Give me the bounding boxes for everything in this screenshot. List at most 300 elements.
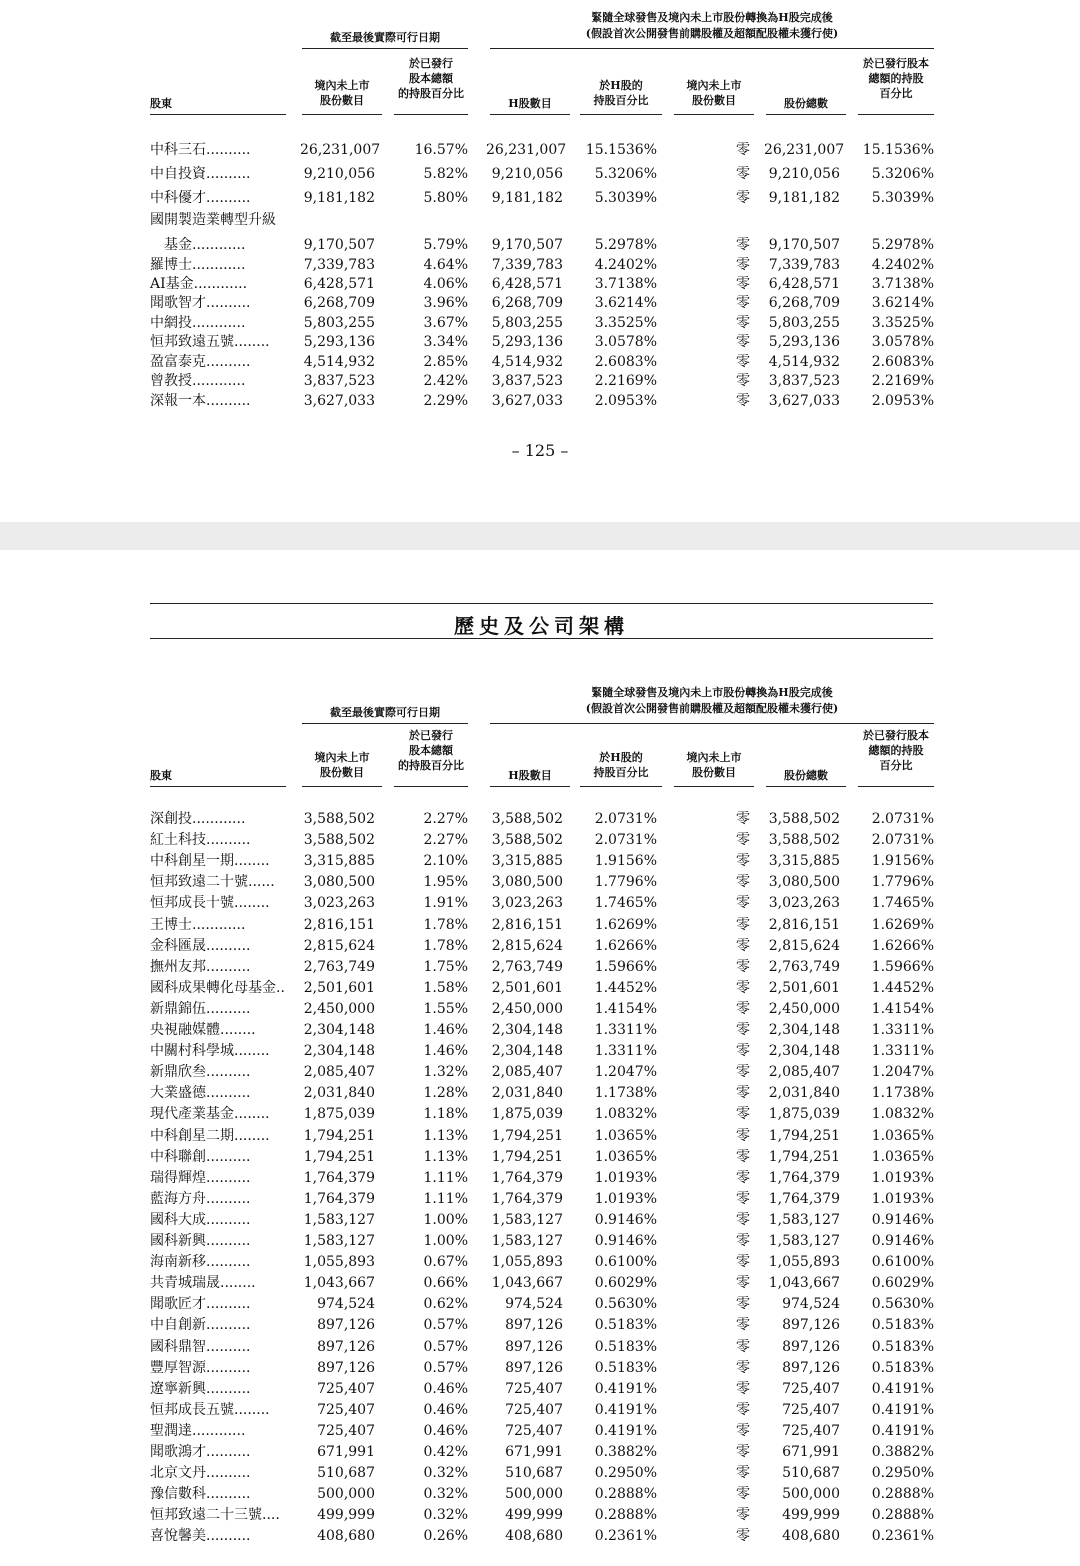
cell-unlisted-after: 零 [736, 811, 750, 827]
cell-pct-h: 0.2950% [594, 1465, 657, 1481]
cell-h-shares: 1,583,127 [491, 1233, 563, 1249]
col-total: 股份總數 [784, 769, 828, 782]
cell-pct-h: 1.0193% [594, 1191, 657, 1207]
cell-shareholder-name [150, 1400, 278, 1420]
cell-pct-issued: 0.62% [423, 1296, 468, 1312]
cell-h-shares: 1,055,893 [491, 1254, 563, 1270]
cell-unlisted-shares: 499,999 [317, 1507, 375, 1523]
cell-shareholder-name [150, 1379, 278, 1399]
shareholder-name: 北京文丹 [150, 1465, 206, 1481]
cell-pct-issued: 0.57% [423, 1339, 468, 1355]
cell-pct-total: 1.5966% [871, 959, 934, 975]
cell-shareholder-name [150, 936, 278, 956]
cell-shareholder-name [150, 1231, 278, 1251]
cell-pct-total: 1.0365% [871, 1149, 934, 1165]
cell-pct-issued: 2.10% [423, 853, 468, 869]
header-underline [858, 786, 934, 787]
cell-pct-total: 1.0832% [871, 1106, 934, 1122]
cell-total-shares: 2,085,407 [768, 1064, 840, 1080]
header-rule [302, 723, 468, 724]
leader-dots: .......... [206, 1212, 251, 1228]
cell-h-shares: 9,170,507 [491, 237, 563, 253]
cell-pct-h: 1.6269% [594, 917, 657, 933]
cell-shareholder-name [150, 1273, 278, 1293]
cell-pct-issued: 1.46% [423, 1022, 468, 1038]
cell-pct-h: 0.9146% [594, 1233, 657, 1249]
cell-unlisted-shares: 1,583,127 [303, 1212, 375, 1228]
cell-unlisted-after: 零 [736, 938, 750, 954]
cell-shareholder-name [150, 1358, 278, 1378]
shareholder-name: 恒邦致遠五號 [150, 334, 234, 350]
cell-total-shares: 725,407 [782, 1402, 840, 1418]
cell-total-shares: 408,680 [782, 1528, 840, 1544]
leader-dots: ........ [234, 1043, 270, 1059]
cell-unlisted-after: 零 [736, 1317, 750, 1333]
cell-unlisted-after: 零 [736, 373, 750, 389]
cell-total-shares: 897,126 [782, 1317, 840, 1333]
leader-dots: .......... [206, 1254, 251, 1270]
cell-unlisted-after: 零 [736, 166, 750, 182]
cell-pct-total: 3.7138% [871, 276, 934, 292]
cell-pct-h: 0.2888% [594, 1507, 657, 1523]
cell-unlisted-shares: 9,170,507 [303, 237, 375, 253]
cell-pct-issued: 2.27% [423, 832, 468, 848]
cell-total-shares: 1,875,039 [768, 1106, 840, 1122]
shareholder-name: 深報一本 [150, 393, 206, 409]
cell-pct-h: 5.3206% [594, 166, 657, 182]
cell-unlisted-after: 零 [736, 1191, 750, 1207]
cell-shareholder-name [150, 999, 278, 1019]
leader-dots: .......... [206, 1486, 251, 1502]
cell-unlisted-shares: 725,407 [317, 1402, 375, 1418]
cell-shareholder-name [150, 830, 278, 850]
cell-shareholder-name [150, 1062, 278, 1082]
cell-pct-total: 2.0731% [871, 832, 934, 848]
shareholder-name: 曾教授 [150, 373, 192, 389]
cell-pct-total: 2.0953% [871, 393, 934, 409]
cell-unlisted-shares: 3,627,033 [303, 393, 375, 409]
cell-h-shares: 2,501,601 [491, 980, 563, 996]
cell-total-shares: 2,031,840 [768, 1085, 840, 1101]
cell-pct-h: 0.4191% [594, 1381, 657, 1397]
leader-dots: ............ [192, 811, 246, 827]
cell-h-shares: 725,407 [505, 1402, 563, 1418]
cell-pct-total: 0.2361% [871, 1528, 934, 1544]
shareholder-name: 恒邦成長十號 [150, 895, 234, 911]
header-rule [490, 48, 934, 49]
cell-pct-issued: 0.32% [423, 1486, 468, 1502]
cell-h-shares: 3,588,502 [491, 811, 563, 827]
cell-unlisted-shares: 9,181,182 [303, 190, 375, 206]
cell-unlisted-shares: 2,816,151 [303, 917, 375, 933]
cell-pct-h: 1.4154% [594, 1001, 657, 1017]
col-pct-issued: 於已發行 股本總額 的持股百分比 [398, 57, 464, 100]
cell-unlisted-shares: 3,023,263 [303, 895, 375, 911]
cell-unlisted-after: 零 [736, 917, 750, 933]
leader-dots: .......... [206, 190, 251, 206]
cell-unlisted-after: 零 [736, 895, 750, 911]
leader-dots: ...... [248, 874, 275, 890]
cell-unlisted-after: 零 [736, 1275, 750, 1291]
cell-shareholder-name [150, 275, 278, 294]
shareholder-name: 王博士 [150, 917, 192, 933]
cell-h-shares: 671,991 [505, 1444, 563, 1460]
cell-pct-h: 1.5966% [594, 959, 657, 975]
cell-total-shares: 2,304,148 [768, 1043, 840, 1059]
cell-shareholder-name [150, 189, 278, 208]
leader-dots: .. [276, 980, 285, 996]
cell-unlisted-after: 零 [736, 190, 750, 206]
cell-unlisted-shares: 2,304,148 [303, 1043, 375, 1059]
cell-total-shares: 3,837,523 [768, 373, 840, 389]
header-underline [858, 114, 934, 115]
cell-pct-issued: 0.46% [423, 1402, 468, 1418]
col-shareholder: 股東 [150, 97, 172, 110]
cell-pct-total: 5.3206% [871, 166, 934, 182]
cell-h-shares: 2,031,840 [491, 1085, 563, 1101]
header-rule [302, 48, 468, 49]
header-underline [394, 114, 468, 115]
leader-dots: .......... [206, 142, 251, 158]
cell-h-shares: 499,999 [505, 1507, 563, 1523]
leader-dots: ........ [234, 1106, 270, 1122]
cell-pct-h: 0.2361% [594, 1528, 657, 1544]
cell-total-shares: 5,803,255 [768, 315, 840, 331]
cell-pct-issued: 1.78% [423, 917, 468, 933]
cell-pct-h: 1.3311% [594, 1043, 657, 1059]
cell-pct-issued: 0.26% [423, 1528, 468, 1544]
cell-unlisted-shares: 897,126 [317, 1360, 375, 1376]
cell-unlisted-after: 零 [736, 393, 750, 409]
cell-total-shares: 510,687 [782, 1465, 840, 1481]
cell-unlisted-after: 零 [736, 1423, 750, 1439]
cell-h-shares: 1,043,667 [491, 1275, 563, 1291]
cell-shareholder-name [150, 392, 278, 411]
cell-unlisted-after: 零 [736, 1212, 750, 1228]
cell-total-shares: 5,293,136 [768, 334, 840, 350]
cell-pct-h: 3.0578% [594, 334, 657, 350]
shareholder-name: 遼寧新興 [150, 1381, 206, 1397]
cell-total-shares: 3,080,500 [768, 874, 840, 890]
cell-pct-total: 0.2950% [871, 1465, 934, 1481]
shareholder-name: 大業盛德 [150, 1085, 206, 1101]
cell-pct-issued: 3.34% [423, 334, 468, 350]
cell-total-shares: 3,588,502 [768, 811, 840, 827]
shareholder-name: 中科創星一期 [150, 853, 234, 869]
shareholder-name: 撫州友邦 [150, 959, 206, 975]
cell-pct-total: 1.0193% [871, 1191, 934, 1207]
leader-dots: ............ [192, 237, 246, 253]
cell-total-shares: 1,794,251 [768, 1128, 840, 1144]
shareholder-name: 恒邦成長五號 [150, 1402, 234, 1418]
cell-pct-issued: 1.13% [423, 1149, 468, 1165]
cell-pct-issued: 1.95% [423, 874, 468, 890]
shareholder-name: 國科成果轉化母基金 [150, 980, 276, 996]
cell-h-shares: 897,126 [505, 1339, 563, 1355]
cell-h-shares: 3,023,263 [491, 895, 563, 911]
cell-pct-h: 2.0953% [594, 393, 657, 409]
header-underline [302, 786, 382, 787]
header-group-right-2: (假設首次公開發售前購股權及超額配股權未獲行使) [585, 702, 839, 715]
cell-h-shares: 4,514,932 [491, 354, 563, 370]
cell-shareholder-name [150, 141, 278, 160]
leader-dots: ........ [234, 334, 270, 350]
cell-unlisted-after: 零 [736, 354, 750, 370]
cell-total-shares: 499,999 [782, 1507, 840, 1523]
cell-total-shares: 1,764,379 [768, 1191, 840, 1207]
cell-unlisted-shares: 1,055,893 [303, 1254, 375, 1270]
cell-pct-issued: 1.32% [423, 1064, 468, 1080]
cell-pct-total: 1.4452% [871, 980, 934, 996]
cell-h-shares: 2,304,148 [491, 1022, 563, 1038]
cell-pct-h: 1.7796% [594, 874, 657, 890]
cell-unlisted-after: 零 [736, 1486, 750, 1502]
cell-pct-total: 1.1738% [871, 1085, 934, 1101]
cell-pct-issued: 0.46% [423, 1423, 468, 1439]
shareholder-name: 中科創星二期 [150, 1128, 234, 1144]
title-rule-bottom [150, 638, 933, 639]
cell-h-shares: 1,583,127 [491, 1212, 563, 1228]
cell-shareholder-name [150, 333, 278, 352]
leader-dots: .......... [206, 1339, 251, 1355]
cell-h-shares: 26,231,007 [486, 142, 567, 158]
header-underline [490, 114, 570, 115]
col-h-shares: H股數目 [508, 769, 552, 782]
cell-pct-total: 0.6100% [871, 1254, 934, 1270]
cell-pct-h: 0.3882% [594, 1444, 657, 1460]
cell-shareholder-name [150, 314, 278, 333]
header-underline [766, 786, 846, 787]
cell-h-shares: 1,794,251 [491, 1128, 563, 1144]
cell-h-shares: 3,588,502 [491, 832, 563, 848]
leader-dots: .......... [206, 1528, 251, 1544]
cell-pct-h: 0.5183% [594, 1339, 657, 1355]
leader-dots: ............ [193, 276, 248, 292]
cell-shareholder-name [150, 294, 278, 313]
cell-shareholder-name [150, 1126, 278, 1146]
cell-total-shares: 2,501,601 [768, 980, 840, 996]
cell-pct-issued: 1.75% [423, 959, 468, 975]
cell-pct-issued: 2.27% [423, 811, 468, 827]
cell-unlisted-after: 零 [736, 874, 750, 890]
cell-unlisted-shares: 2,450,000 [303, 1001, 375, 1017]
shareholder-name: 新鼎錦伍 [150, 1001, 206, 1017]
shareholder-name: AI基金 [150, 276, 194, 292]
cell-unlisted-after: 零 [736, 1064, 750, 1080]
cell-h-shares: 2,763,749 [491, 959, 563, 975]
leader-dots: .......... [206, 166, 251, 182]
cell-unlisted-after: 零 [736, 1381, 750, 1397]
header-group-right-2: (假設首次公開發售前購股權及超額配股權未獲行使) [585, 27, 839, 40]
cell-pct-total: 1.0365% [871, 1128, 934, 1144]
cell-pct-total: 2.6083% [871, 354, 934, 370]
leader-dots: ........ [234, 1128, 270, 1144]
col-pct-total: 於已發行股本 總額的持股 百分比 [863, 729, 929, 772]
cell-shareholder-name [150, 809, 278, 829]
cell-shareholder-name [150, 1189, 278, 1209]
shareholder-name: 國科新興 [150, 1233, 206, 1249]
cell-shareholder-name [150, 256, 278, 275]
cell-h-shares: 6,428,571 [491, 276, 563, 292]
leader-dots: .... [262, 1507, 280, 1523]
leader-dots: .......... [206, 1317, 251, 1333]
cell-h-shares: 5,803,255 [491, 315, 563, 331]
cell-unlisted-shares: 3,315,885 [303, 853, 375, 869]
cell-shareholder-name [150, 353, 278, 372]
col-shareholder: 股東 [150, 769, 172, 782]
cell-unlisted-after: 零 [736, 295, 750, 311]
cell-pct-h: 1.2047% [594, 1064, 657, 1080]
cell-pct-total: 3.0578% [871, 334, 934, 350]
cell-unlisted-after: 零 [736, 853, 750, 869]
cell-unlisted-shares: 1,583,127 [303, 1233, 375, 1249]
cell-total-shares: 3,627,033 [768, 393, 840, 409]
cell-unlisted-shares: 725,407 [317, 1423, 375, 1439]
header-group-left: 截至最後實際可行日期 [330, 31, 440, 44]
leader-dots: .......... [206, 1444, 251, 1460]
cell-pct-h: 1.4452% [594, 980, 657, 996]
cell-h-shares: 510,687 [505, 1465, 563, 1481]
cell-unlisted-after: 零 [736, 315, 750, 331]
cell-pct-h: 15.1536% [585, 142, 657, 158]
cell-h-shares: 1,764,379 [491, 1170, 563, 1186]
cell-pct-h: 1.0832% [594, 1106, 657, 1122]
cell-pct-h: 0.5183% [594, 1317, 657, 1333]
leader-dots: ............ [192, 257, 246, 273]
cell-pct-h: 3.3525% [594, 315, 657, 331]
cell-h-shares: 5,293,136 [491, 334, 563, 350]
cell-total-shares: 2,815,624 [768, 938, 840, 954]
title-rule-top [150, 603, 933, 604]
cell-shareholder-name [150, 165, 278, 184]
document-page-125 [0, 0, 1080, 522]
cell-pct-total: 0.5183% [871, 1339, 934, 1355]
cell-pct-issued: 1.58% [423, 980, 468, 996]
cell-shareholder-name [150, 1442, 278, 1462]
cell-unlisted-shares: 3,588,502 [303, 832, 375, 848]
cell-total-shares: 1,043,667 [768, 1275, 840, 1291]
cell-pct-h: 1.0365% [594, 1149, 657, 1165]
cell-pct-issued: 1.11% [423, 1170, 468, 1186]
leader-dots: .......... [206, 1001, 251, 1017]
cell-unlisted-after: 零 [736, 142, 750, 158]
cell-shareholder-name [150, 1294, 278, 1314]
cell-pct-total: 2.2169% [871, 373, 934, 389]
shareholder-name: 中網投 [150, 315, 192, 331]
header-underline [302, 114, 382, 115]
cell-pct-total: 1.3311% [871, 1022, 934, 1038]
leader-dots: .......... [206, 354, 251, 370]
col-pct-total: 於已發行股本 總額的持股 百分比 [863, 57, 929, 100]
cell-unlisted-shares: 6,428,571 [303, 276, 375, 292]
cell-shareholder-name [150, 1210, 278, 1230]
cell-pct-total: 4.2402% [871, 257, 934, 273]
cell-pct-total: 1.2047% [871, 1064, 934, 1080]
cell-unlisted-after: 零 [736, 1043, 750, 1059]
cell-h-shares: 500,000 [505, 1486, 563, 1502]
header-rule [490, 723, 934, 724]
shareholder-name: 海南新移 [150, 1254, 206, 1270]
leader-dots: .......... [206, 1064, 251, 1080]
leader-dots: .......... [206, 393, 251, 409]
shareholder-name: 盈富泰克 [150, 354, 206, 370]
cell-shareholder-name [150, 872, 278, 892]
cell-pct-total: 1.6266% [871, 938, 934, 954]
cell-unlisted-shares: 7,339,783 [303, 257, 375, 273]
cell-pct-total: 0.4191% [871, 1381, 934, 1397]
cell-total-shares: 897,126 [782, 1339, 840, 1355]
cell-pct-issued: 1.55% [423, 1001, 468, 1017]
cell-unlisted-after: 零 [736, 1106, 750, 1122]
col-total: 股份總數 [784, 97, 828, 110]
cell-h-shares: 725,407 [505, 1381, 563, 1397]
cell-total-shares: 6,428,571 [768, 276, 840, 292]
cell-pct-total: 0.4191% [871, 1402, 934, 1418]
cell-pct-total: 1.7465% [871, 895, 934, 911]
cell-pct-h: 4.2402% [594, 257, 657, 273]
cell-pct-issued: 0.66% [423, 1275, 468, 1291]
cell-h-shares: 9,181,182 [491, 190, 563, 206]
cell-unlisted-after: 零 [736, 257, 750, 273]
cell-unlisted-after: 零 [736, 237, 750, 253]
cell-unlisted-shares: 4,514,932 [303, 354, 375, 370]
cell-pct-h: 1.0365% [594, 1128, 657, 1144]
cell-unlisted-shares: 6,268,709 [303, 295, 375, 311]
header-underline [394, 786, 468, 787]
cell-total-shares: 671,991 [782, 1444, 840, 1460]
cell-pct-total: 1.0193% [871, 1170, 934, 1186]
shareholder-name: 豐厚智源 [150, 1360, 206, 1376]
cell-unlisted-shares: 3,837,523 [303, 373, 375, 389]
leader-dots: .......... [206, 1170, 251, 1186]
cell-pct-issued: 0.57% [423, 1360, 468, 1376]
cell-unlisted-shares: 9,210,056 [303, 166, 375, 182]
cell-unlisted-shares: 2,815,624 [303, 938, 375, 954]
leader-dots: ............ [192, 917, 246, 933]
cell-total-shares: 725,407 [782, 1381, 840, 1397]
cell-pct-h: 3.6214% [594, 295, 657, 311]
cell-h-shares: 897,126 [505, 1360, 563, 1376]
cell-unlisted-shares: 2,501,601 [303, 980, 375, 996]
cell-h-shares: 3,315,885 [491, 853, 563, 869]
cell-unlisted-after: 零 [736, 334, 750, 350]
cell-pct-issued: 1.28% [423, 1085, 468, 1101]
header-underline [674, 786, 754, 787]
cell-total-shares: 9,181,182 [768, 190, 840, 206]
cell-total-shares: 3,315,885 [768, 853, 840, 869]
leader-dots: ........ [220, 1275, 256, 1291]
leader-dots: ........ [220, 1022, 256, 1038]
shareholder-name: 藍海方舟 [150, 1191, 206, 1207]
header-group-right-1: 緊隨全球發售及境內未上市股份轉換為H股完成後 [591, 686, 833, 699]
cell-shareholder-name [150, 1337, 278, 1357]
cell-unlisted-shares: 897,126 [317, 1317, 375, 1333]
cell-pct-h: 0.4191% [594, 1402, 657, 1418]
cell-unlisted-after: 零 [736, 1128, 750, 1144]
cell-total-shares: 3,588,502 [768, 832, 840, 848]
header-underline [490, 786, 570, 787]
page-gap [0, 522, 1080, 550]
cell-h-shares: 7,339,783 [491, 257, 563, 273]
cell-h-shares: 974,524 [505, 1296, 563, 1312]
cell-pct-h: 0.6029% [594, 1275, 657, 1291]
cell-pct-h: 5.3039% [594, 190, 657, 206]
shareholder-name: 現代產業基金 [150, 1106, 234, 1122]
cell-pct-issued: 4.64% [423, 257, 468, 273]
cell-shareholder-name [150, 1147, 278, 1167]
cell-total-shares: 1,583,127 [768, 1212, 840, 1228]
shareholder-name: 新鼎欣叁 [150, 1064, 206, 1080]
